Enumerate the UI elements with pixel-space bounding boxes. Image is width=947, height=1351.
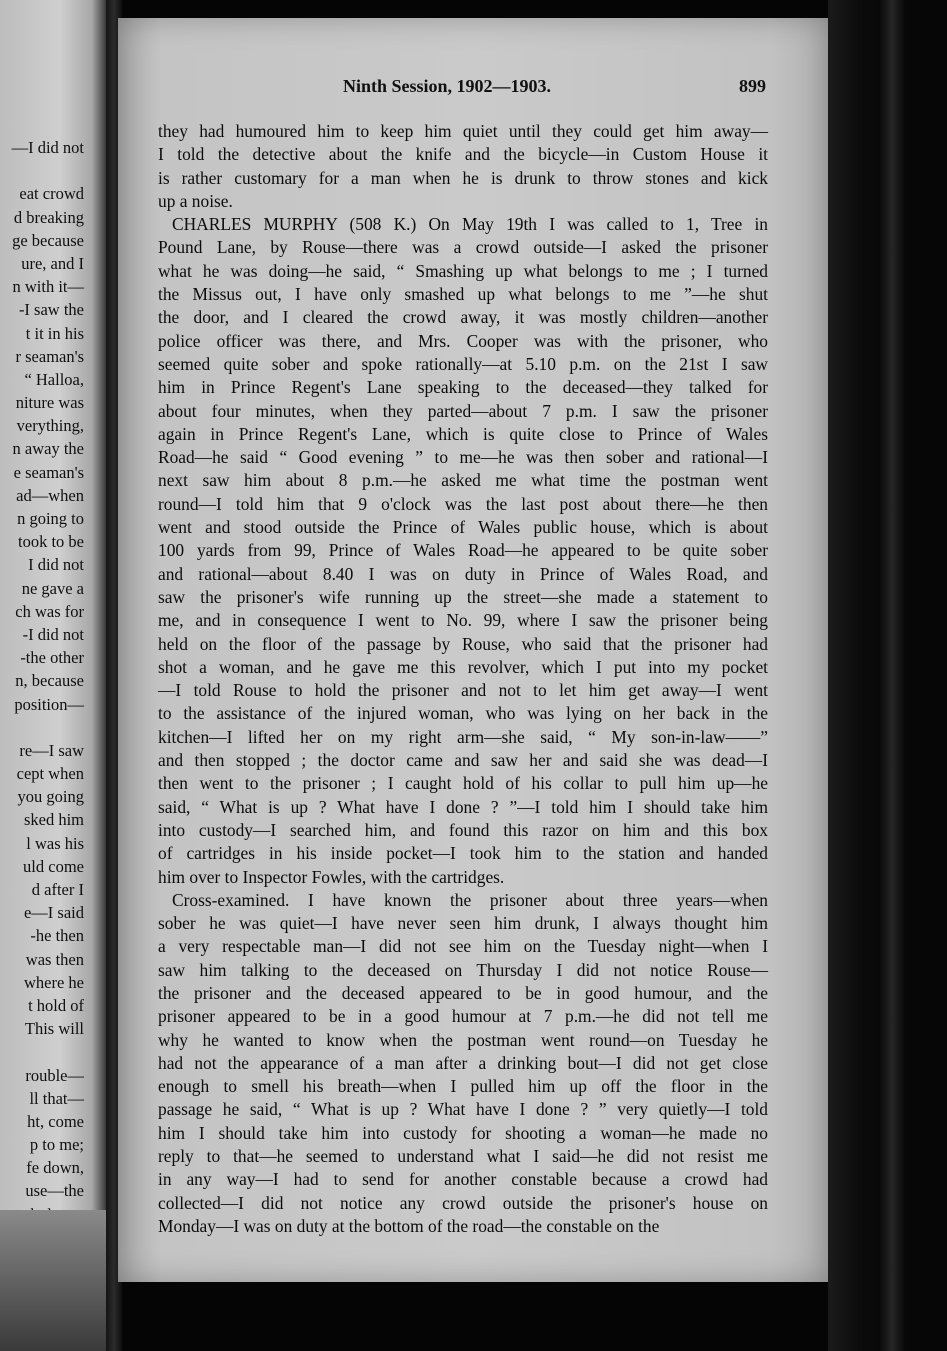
text-line: is rather customary for a man when he is drunk to throw stones and kick <box>158 167 768 188</box>
text-line: sober he was quiet—I have never seen him drunk, I always thought him <box>158 913 768 934</box>
text-line: CHARLES MURPHY (508 K.) On May 19th I was called to 1, Tree in <box>172 214 768 235</box>
text-line: police officer was there, and Mrs. Cooper was with the prisoner, who <box>158 330 768 351</box>
left-page-line: position— <box>14 694 84 714</box>
left-page-line: ge because <box>12 230 84 250</box>
text-line: again in Prince Regent's Lane, which is quite close to Prince of Wales <box>158 423 768 444</box>
text-line: had not the appearance of a man after a drinking bout—I did not get close <box>158 1052 768 1073</box>
text-line: into custody—I searched him, and found this razor on him and this box <box>158 819 768 840</box>
text-line: Pound Lane, by Rouse—there was a crowd outside—I asked the prisoner <box>158 237 768 258</box>
left-page-line: d after I <box>31 880 84 899</box>
text-line: about four minutes, when they parted—about 7 p.m. I saw the prisoner <box>158 400 768 421</box>
left-page-line: -I did not <box>22 624 84 644</box>
left-page-line: This will <box>24 1019 84 1039</box>
left-page-line: sked him <box>23 810 84 830</box>
left-page-line: n, because <box>15 671 84 691</box>
left-page-line: fe down, <box>26 1158 84 1178</box>
left-page-line: -he then <box>30 926 84 946</box>
text-line: what he was doing—he said, “ Smashing up what belongs to me ; I turned <box>158 260 768 281</box>
left-page-line: -I saw the <box>18 300 84 320</box>
left-page-line: e seaman's <box>13 462 84 482</box>
left-page-line: niture was <box>15 393 84 413</box>
left-page-text <box>0 136 84 1249</box>
left-page-line: was then <box>25 949 84 969</box>
left-page-line: d breaking <box>13 207 84 227</box>
text-line: of cartridges in his inside pocket—I took him to the station and handed <box>158 843 768 864</box>
left-page-line: n with it— <box>12 277 84 297</box>
text-line: they had humoured him to keep him quiet until they could get him away— <box>158 121 768 141</box>
left-page-line: I did not <box>28 555 84 575</box>
left-page-line <box>0 716 84 739</box>
page-number: 899 <box>739 76 766 96</box>
left-page-line: verything, <box>16 416 84 436</box>
text-line: the prisoner and the deceased appeared to be in good humour, and the <box>158 982 768 1003</box>
left-page-line: took to be <box>18 532 84 552</box>
left-page-line: —I did not <box>11 138 84 157</box>
page-header <box>118 76 828 100</box>
left-page-line: t it in his <box>25 323 84 343</box>
left-page-shadow <box>0 1210 108 1351</box>
text-line: me, and in consequence I went to No. 99, where I saw the prisoner being <box>158 610 768 631</box>
text-line: up a noise. <box>158 190 233 211</box>
text-line: why he wanted to know when the postman went round—on Tuesday he <box>158 1029 768 1050</box>
text-line: and then stopped ; the doctor came and saw her and said she was dead—I <box>158 750 768 771</box>
left-page-line: cept when <box>16 764 84 784</box>
left-page-line: ch was for <box>15 601 84 621</box>
left-page-line: where he <box>23 972 84 992</box>
left-page-line: ure, and I <box>21 253 84 273</box>
left-page-line: r seaman's <box>15 346 84 366</box>
text-line: —I told Rouse to hold the prisoner and not to let him get away—I went <box>158 680 768 701</box>
body-text <box>158 120 768 1238</box>
text-line: and rational—about 8.40 I was on duty in Prince of Wales Road, and <box>158 563 768 584</box>
text-line: saw him talking to the deceased on Thursday I did not notice Rouse— <box>158 959 768 980</box>
text-line: reply to that—he seemed to understand what I said—he did not resist me <box>158 1146 768 1167</box>
text-line: the Missus out, I have only smashed up what belongs to me ”—he shut <box>158 284 768 305</box>
left-page-line: use—the <box>25 1181 84 1201</box>
left-page-line: uld come <box>23 856 84 876</box>
text-line: Monday—I was on duty at the bottom of the road—the constable on the <box>158 1215 660 1236</box>
left-page-line: eat crowd <box>19 184 84 204</box>
left-page-line: n going to <box>17 509 84 528</box>
text-line: enough to smell his breath—when I pulled him up off the floor in the <box>158 1076 768 1097</box>
left-page-line: rouble— <box>25 1065 84 1085</box>
text-line: held on the floor of the passage by Rouse, who said that the prisoner had <box>158 633 768 654</box>
text-line: round—I told him that 9 o'clock was the last post about there—he then <box>158 493 768 514</box>
left-page-line: p to me; <box>29 1135 84 1155</box>
text-line: him in Prince Regent's Lane speaking to the deceased—they talked for <box>158 377 768 398</box>
left-page-line: e—I said <box>23 903 84 923</box>
text-line: to the assistance of the injured woman, who was lying on her back in the <box>158 703 768 724</box>
left-page-line: n away the <box>12 439 84 459</box>
left-page <box>0 0 108 1351</box>
text-line: then went to the prisoner ; I caught hold of his collar to pull him up—he <box>158 773 768 794</box>
left-page-line: you going <box>17 787 84 807</box>
left-page-line: ht, come <box>27 1111 84 1131</box>
text-line: kitchen—I lifted her on my right arm—she said, “ My son-in-law——” <box>158 726 768 747</box>
left-page-line: -the other <box>20 648 84 668</box>
text-line: collected—I did not notice any crowd outside the prisoner's house on <box>158 1192 768 1213</box>
text-line: went and stood outside the Prince of Wales public house, which is about <box>158 517 768 538</box>
left-page-line: ad—when <box>16 485 84 505</box>
left-page-line <box>0 159 84 182</box>
text-line: shot a woman, and he gave me this revolver, which I put into my pocket <box>158 656 768 677</box>
text-line: Cross-examined. I have known the prisoner about three years—when <box>172 889 768 910</box>
text-line: in any way—I had to send for another constable because a crowd had <box>158 1169 768 1190</box>
left-page-line: re—I saw <box>19 740 84 760</box>
left-page-line: l was his <box>26 833 84 853</box>
text-line: Road—he said “ Good evening ” to me—he was then sober and rational—I <box>158 447 768 468</box>
text-line: passage he said, “ What is up ? What have I done ? ” very quietly—I told <box>158 1099 768 1120</box>
text-line: prisoner appeared to be in a good humour at 7 p.m.—he did not tell me <box>158 1006 768 1027</box>
left-page-line <box>0 1040 84 1063</box>
text-line: seemed quite sober and spoke rationally—at 5.10 p.m. on the 21st I saw <box>158 353 768 374</box>
page-edge-strip <box>880 0 904 1351</box>
text-line: him over to Inspector Fowles, with the cartridges. <box>158 866 505 887</box>
text-line: a very respectable man—I did not see him on the Tuesday night—when I <box>158 936 768 957</box>
text-line: next saw him about 8 p.m.—he asked me what time the postman went <box>158 470 768 491</box>
running-head: Ninth Session, 1902—1903. <box>343 76 552 96</box>
text-line: 100 yards from 99, Prince of Wales Road—he appeared to be quite sober <box>158 540 768 561</box>
text-line: the door, and I cleared the crowd away, it was mostly children—another <box>158 307 768 328</box>
text-line: I told the detective about the knife and the bicycle—in Custom House it <box>158 144 768 165</box>
left-page-line: “ Halloa, <box>24 369 84 389</box>
left-page-line: ll that— <box>29 1088 84 1108</box>
left-page-line: t hold of <box>28 995 84 1015</box>
text-line: saw the prisoner's wife running up the street—she made a statement to <box>158 586 768 607</box>
left-page-line: ne gave a <box>21 578 84 598</box>
text-line: said, “ What is up ? What have I done ? ”—I told him I should take him <box>158 796 768 817</box>
text-line: him I should take him into custody for shooting a woman—he made no <box>158 1122 768 1143</box>
